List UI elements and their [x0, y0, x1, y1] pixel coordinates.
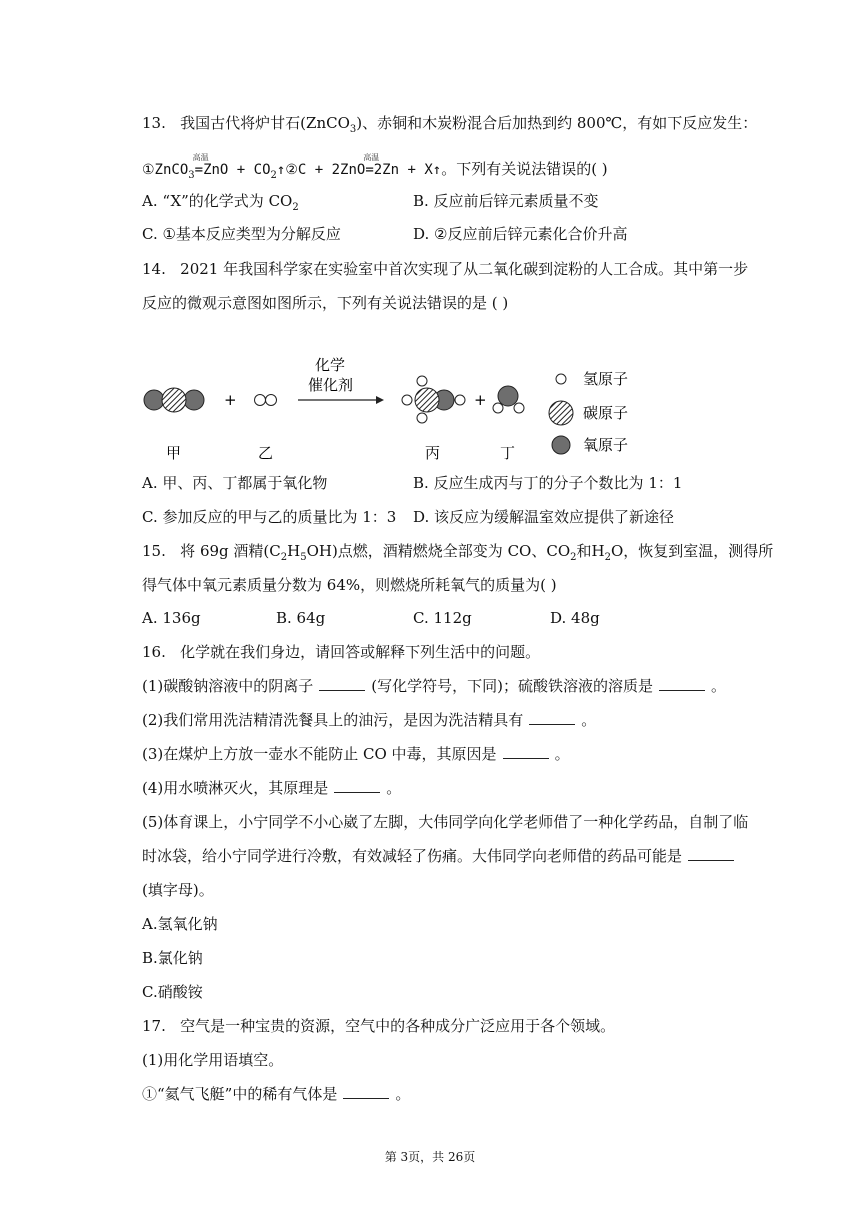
q13-option-a: A. “X”的化学式为 $CO_2$	[142, 192, 299, 213]
plus-sign-2: +	[474, 391, 487, 409]
q17-sub1-1: ①“氦气飞艇”中的稀有气体是 。	[142, 1085, 411, 1103]
answer-blank[interactable]	[343, 1084, 389, 1099]
molecule-ding	[493, 386, 524, 413]
q16-option-c: C.硝酸铵	[142, 983, 203, 1001]
page-footer: 第 3页，共 26页	[384, 1150, 476, 1164]
label-ding: 丁	[500, 444, 516, 462]
answer-blank[interactable]	[319, 676, 365, 691]
legend-hydrogen: 氢原子	[583, 370, 629, 388]
q15-option-c: C. 112g	[413, 609, 472, 627]
molecule-bing	[402, 376, 465, 423]
answer-blank[interactable]	[529, 710, 575, 725]
answer-blank[interactable]	[503, 744, 549, 759]
catalyst-label-2: 催化剂	[308, 376, 354, 394]
reaction-diagram	[138, 350, 738, 465]
molecule-jia	[144, 388, 204, 412]
label-yi: 乙	[258, 444, 274, 462]
q15-stem-line2: 得气体中氧元素质量分数为 64%，则燃烧所耗氧气的质量为( )	[142, 576, 557, 594]
carbon-legend-icon	[549, 401, 573, 425]
q15-option-a: A. 136g	[142, 609, 201, 627]
label-jia: 甲	[166, 444, 182, 462]
q13-option-d: D. ②反应前后锌元素化合价升高	[413, 225, 628, 243]
q17-sub1: (1)用化学用语填空。	[142, 1051, 284, 1069]
answer-blank[interactable]	[688, 846, 734, 861]
q16-stem: 16. 化学就在我们身边，请回答或解释下列生活中的问题。	[142, 643, 541, 661]
q14-option-c: C. 参加反应的甲与乙的质量比为 1：3	[142, 508, 397, 526]
q17-stem: 17. 空气是一种宝贵的资源，空气中的各种成分广泛应用于各个领域。	[142, 1017, 616, 1035]
answer-blank[interactable]	[334, 778, 380, 793]
answer-blank[interactable]	[659, 676, 705, 691]
q14-option-a: A. 甲、丙、丁都属于氧化物	[142, 474, 328, 492]
hydrogen-legend-icon	[556, 374, 566, 384]
q14-stem-line2: 反应的微观示意图如图所示，下列有关说法错误的是 ( )	[142, 294, 509, 312]
q15-option-b: B. 64g	[276, 609, 326, 627]
q13-option-c: C. ①基本反应类型为分解反应	[142, 225, 341, 243]
q13-reactions: ①ZnCO$_3$ 高温 $=ZnO + CO_2↑②C + 2ZnO$ 高温 =2Zn + X↑。下列有关说法错误的( )	[142, 153, 608, 181]
q16-sub5-line2: 时冰袋，给小宁同学进行冷敷，有效减轻了伤痛。大伟同学向老师借的药品可能是	[142, 845, 740, 867]
label-bing: 丙	[425, 444, 441, 462]
q16-option-a: A.氢氧化钠	[142, 915, 218, 933]
q14-option-b: B. 反应生成丙与丁的分子个数比为 1：1	[413, 474, 683, 492]
q15-stem-line1: 15. 将 69g 酒精$(C_2H_5OH)$点燃，酒精燃烧全部变为 CO、$CO_2$和$H_2O$，恢复到室温，测得所	[142, 542, 774, 563]
q14-stem-line1: 14. 2021 年我国科学家在实验室中首次实现了从二氧化碳到淀粉的人工合成。其中第一步	[142, 260, 749, 278]
q14-option-d: D. 该反应为缓解温室效应提供了新途径	[413, 508, 675, 526]
q13-stem: 13. 我国古代将炉甘石(ZnCO$_3$)、赤铜和木炭粉混合后加热到约 800℃，有如下反应发生：	[142, 114, 758, 135]
plus-sign-1: +	[224, 391, 237, 409]
q13-option-b: B. 反应前后锌元素质量不变	[413, 192, 599, 210]
oxygen-legend-icon	[552, 436, 570, 454]
legend-oxygen: 氧原子	[583, 436, 629, 454]
q16-sub3: (3)在煤炉上方放一壶水不能防止 CO 中毒，其原因是 。	[142, 745, 570, 763]
legend	[549, 370, 628, 454]
q15-option-d: D. 48g	[550, 609, 600, 627]
q16-sub4: (4)用水喷淋灭火，其原理是 。	[142, 779, 402, 797]
q16-sub1: (1)碳酸钠溶液中的阴离子 (写化学符号，下同)；硫酸铁溶液的溶质是 。	[142, 677, 726, 695]
q16-sub2: (2)我们常用洗洁精清洗餐具上的油污，是因为洗洁精具有 。	[142, 711, 597, 729]
legend-carbon: 碳原子	[583, 404, 629, 422]
q16-sub5-line3: (填字母)。	[142, 881, 214, 899]
q16-option-b: B.氯化钠	[142, 949, 203, 967]
q16-sub5-line1: (5)体育课上，小宁同学不小心崴了左脚，大伟同学向化学老师借了一种化学药品，自制了临	[142, 813, 749, 831]
molecule-yi	[255, 395, 277, 406]
catalyst-label-1: 化学	[315, 356, 346, 374]
